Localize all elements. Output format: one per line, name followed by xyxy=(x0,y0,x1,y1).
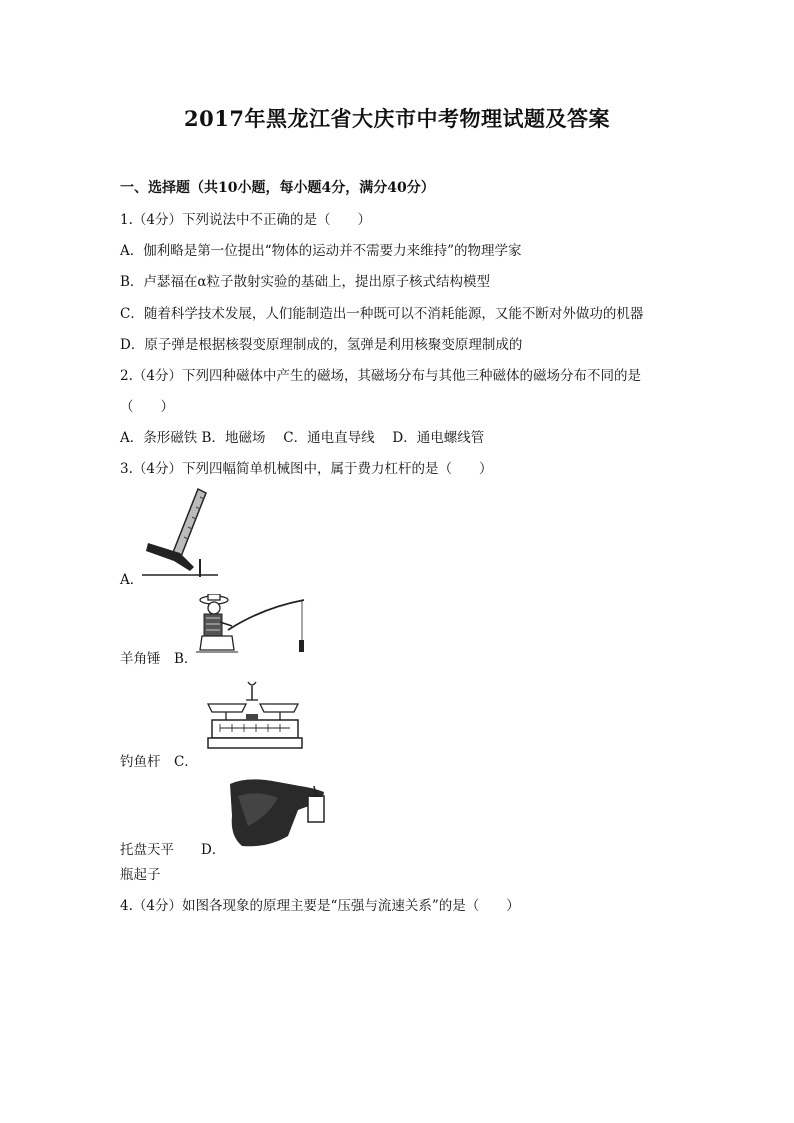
bottle-opener-figure xyxy=(228,776,328,852)
q3-option-d-caption: 瓶起子 xyxy=(120,867,161,883)
q3-stem: 3.（4分）下列四幅简单机械图中，属于费力杠杆的是（ ） xyxy=(120,461,493,477)
fishing-rod-figure xyxy=(192,594,310,660)
q4-stem: 4.（4分）如图各现象的原理主要是“压强与流速关系”的是（ ） xyxy=(120,898,520,914)
section-heading: 一、选择题（共10小题，每小题4分，满分40分） xyxy=(120,180,435,196)
q1-option-d: D．原子弹是根据核裂变原理制成的，氢弹是利用核聚变原理制成的 xyxy=(120,337,523,353)
q1-option-a: A．伽利略是第一位提出“物体的运动并不需要力来维持”的物理学家 xyxy=(120,243,522,259)
q1-stem: 1.（4分）下列说法中不正确的是（ ） xyxy=(120,212,371,228)
q2-stem-cont: （ ） xyxy=(120,399,174,415)
q2-options: A．条形磁铁 B．地磁场 C．通电直导线 D．通电螺线管 xyxy=(120,430,485,446)
page-title: 2017年黑龙江省大庆市中考物理试题及答案 xyxy=(184,106,610,131)
q3-option-d-line: 托盘天平 D． xyxy=(120,842,226,858)
q3-option-a-label: A． xyxy=(120,572,144,588)
q3-option-c-line: 钓鱼杆 C． xyxy=(120,754,198,770)
tray-balance-figure xyxy=(202,680,308,752)
claw-hammer-figure xyxy=(140,487,220,579)
q1-option-c: C．随着科学技术发展，人们能制造出一种既可以不消耗能源，又能不断对外做功的机器 xyxy=(120,306,644,322)
q1-option-b: B．卢瑟福在α粒子散射实验的基础上，提出原子核式结构模型 xyxy=(120,274,491,290)
q3-option-b-line: 羊角锤 B． xyxy=(120,651,198,667)
q2-stem: 2.（4分）下列四种磁体中产生的磁场，其磁场分布与其他三种磁体的磁场分布不同的是 xyxy=(120,368,641,384)
